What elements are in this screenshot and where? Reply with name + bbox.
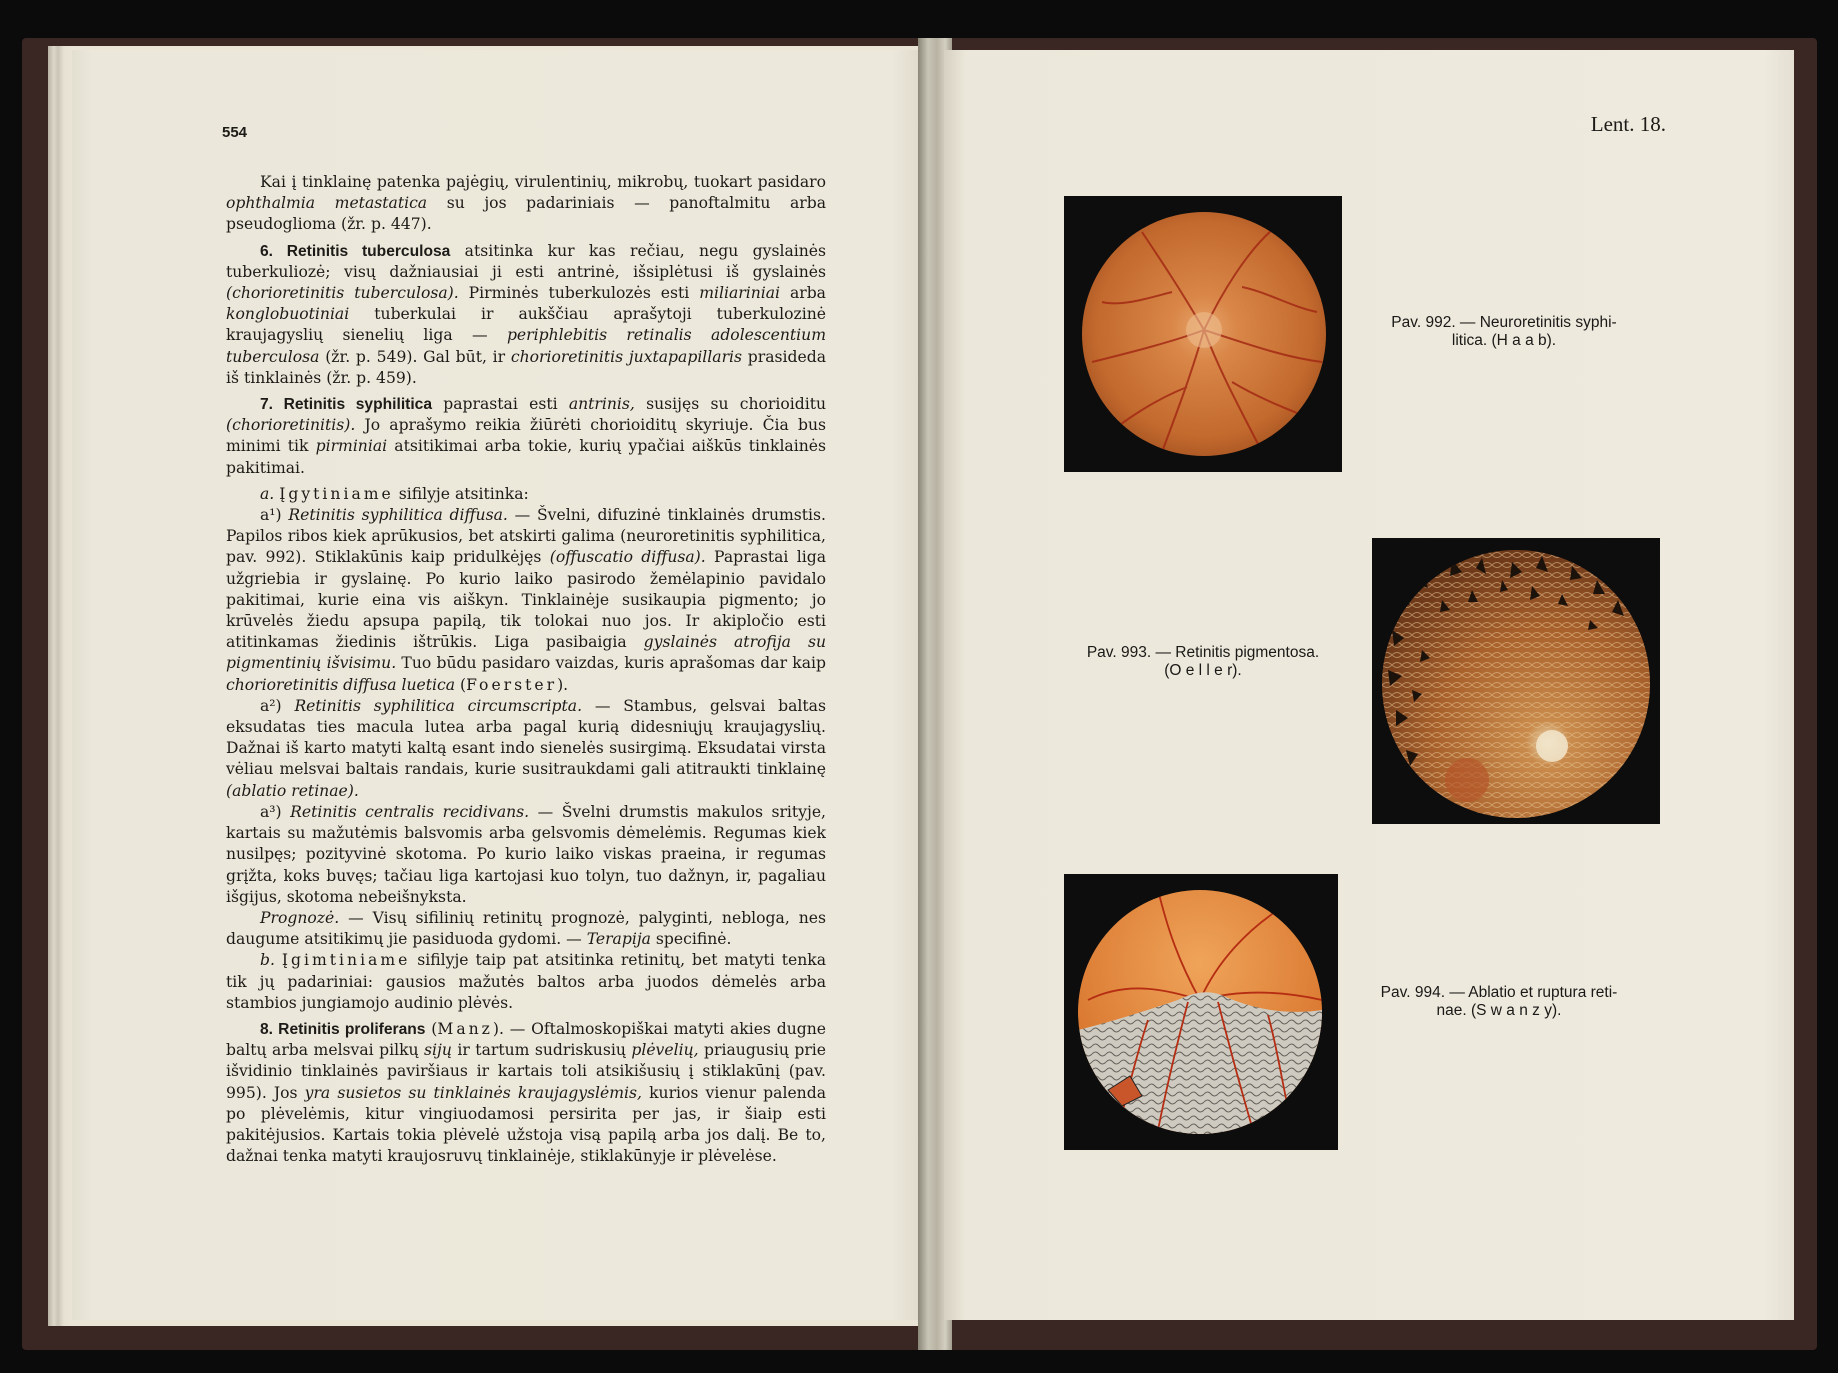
text-segment: sifilyje taip pat atsitinka retinitų, bet matyti tenka tik jų padariniai: gausios mažutės baltos arba juodos dėmelės arba stambios jungiamojo audinio plėvės. (226, 951, 826, 1012)
text-segment: gyslainės atrofija su pigmentinių išvisimu. (226, 633, 826, 673)
text-segment: chorioretinitis diffusa luetica (226, 675, 456, 694)
text-segment: a³) (260, 802, 291, 821)
text-segment: su jos padariniais — panoftalmitu arba pseudoglioma (žr. p. 447). (226, 194, 826, 234)
figure-992-caption (1349, 314, 1659, 350)
text-segment: susijęs su chorioiditu (634, 395, 827, 414)
text-segment: tuberkulai ir aukščiau aprašytoji tuberkulozinė kraujagyslių sienelių liga — (226, 305, 826, 345)
text-segment: b. (260, 951, 282, 970)
text-segment: — Švelni drumstis makulos srityje, kartais su mažutėmis balsvomis arba gelsvomis dėmelėmis. Regumas kiek nusilpęs; pozityvinė skotoma. Po kurio laiko viskas praeina, ir regumas grįžta, koks buvęs; tačiau liga kartojasi kuo tolyn, tuo dažnyn, ir, pagaliau išgijus, skotoma nebeišnyksta. (226, 802, 826, 906)
text-segment: Jo aprašymo reikia žiūrėti chorioiditų skyriuje. Čia bus minimi tik (226, 416, 826, 456)
paragraph (226, 172, 826, 236)
paragraph (226, 484, 826, 505)
text-segment: prasideda iš tinklainės (žr. p. 459). (226, 347, 826, 387)
text-segment: a²) (260, 696, 295, 715)
caption-line: Pav. 992. — Neuroretinitis syphi- (1391, 314, 1617, 331)
text-segment: specifinė. (650, 930, 732, 949)
text-segment: ( (425, 1019, 438, 1038)
right-page (944, 50, 1794, 1320)
fundus-image-992 (1082, 212, 1326, 456)
text-segment: (ablatio retinae). (226, 781, 359, 800)
text-segment: Įgimtiniame (281, 951, 411, 970)
paragraph (226, 950, 826, 1014)
paragraph (226, 241, 826, 389)
text-segment: (chorioretinitis tuberculosa). (226, 284, 459, 303)
caption-line: Pav. 994. — Ablatio et ruptura reti- (1380, 984, 1618, 1001)
fundus-image-993 (1382, 550, 1650, 818)
text-segment: periphlebitis retinalis adolescentium tuberculosa (226, 326, 826, 366)
plate-label: Lent. 18. (1590, 112, 1666, 136)
text-segment: chorioretinitis juxtapapillaris (510, 347, 743, 366)
paragraph (226, 908, 826, 950)
text-segment: Retinitis syphilitica diffusa. (288, 506, 508, 525)
paragraph (226, 802, 826, 908)
text-segment: (chorioretinitis). (226, 416, 356, 435)
body-text (226, 172, 826, 1172)
text-segment: priaugusių prie išvidinio tinklainės paviršiaus ir kartais toli atsikišusių į stiklakūnį (pav. 995). Jos (226, 1041, 826, 1102)
text-segment: Terapija (586, 930, 651, 949)
text-segment: 6. Retinitis tuberculosa (260, 242, 451, 260)
figure-993-plate (1372, 538, 1660, 824)
text-segment: Prognozė. (260, 908, 340, 927)
text-segment: kurios vienur palenda po plėvelėmis, kitur vingiuodamosi persirita per jas, ir šiaip esti pakitėjusios. Kartais tokia plėvelė užstoja visą papilą arba jos dalį. Be to, dažnai tenka matyti kraujosruvų tinklainėje, stiklakūnyje ir plėvelėse. (226, 1083, 827, 1166)
text-segment: miliariniai (699, 284, 781, 303)
text-segment: ). — Oftalmoskopiškai matyti akies dugne baltų arba melsvai pilkų (226, 1019, 826, 1060)
caption-line: (O e l l e r). (1164, 662, 1242, 679)
text-segment: Paprastai liga užgriebia ir gyslainę. Po kurio laiko pasirodo žemėlapinio pavidalo pakitimai, kurie eina vis aiškyn. Tinklainėje susikaupia pigmento; jo krūvelės žiedu apsupa papilą, tik tolokai nuo jos. Ir akipločio esti atitinkamas žiedinis ištrūkis. Liga pasibaigia (226, 548, 826, 652)
text-segment: ( (455, 675, 467, 694)
text-segment: a. (260, 484, 280, 503)
caption-line: Pav. 993. — Retinitis pigmentosa. (1086, 644, 1320, 661)
text-segment: konglobuotiniai (226, 305, 350, 324)
caption-line: litica. (H a a b). (1451, 332, 1557, 349)
text-segment: — Švelni, difuzinė tinklainės drumstis. Papilos ribos kiek aprūkusios, bet atskirti galima (neuroretinitis syphilitica, pav. 992). Stiklakūnis kaip pridulkėjęs (226, 506, 827, 567)
text-segment: Kai į tinklainę patenka pajėgių, virulentinių, mikrobų, tuokart pasidaro (260, 173, 826, 191)
fundus-image-994 (1078, 890, 1322, 1134)
text-segment: paprastai esti (432, 395, 569, 414)
text-segment: (žr. p. 549). Gal būt, ir (319, 347, 511, 366)
text-segment: Foerster (466, 675, 558, 694)
text-segment: Pirminės tuberkulozės esti (458, 284, 700, 303)
page-number: 554 (222, 124, 248, 141)
text-segment: arba (780, 284, 826, 303)
text-segment: sifilyje atsitinka: (393, 484, 529, 503)
paragraph (226, 505, 826, 696)
text-segment: sijų (424, 1041, 452, 1060)
text-segment: atsitikimai arba tokie, kurių ypačiai aiškūs tinklainės pakitimai. (226, 437, 826, 477)
text-segment: — Visų sifilinių retinitų prognozė, palyginti, nebloga, nes daugume atsitikimų jie pasiduoda gydomi. — (226, 908, 826, 949)
text-segment: a¹) (260, 506, 289, 525)
paragraph (226, 1019, 826, 1167)
text-segment: 7. Retinitis syphilitica (260, 396, 433, 414)
text-segment: Retinitis syphilitica circumscripta. (294, 696, 583, 715)
figure-992-plate (1064, 196, 1342, 472)
text-segment: Tuo būdu pasidaro vaizdas, kuris aprašomas dar kaip (396, 654, 826, 673)
text-segment: yra susietos su tinklainės kraujagyslėmis, (304, 1083, 642, 1102)
text-segment: ir tartum sudriskusių (451, 1041, 632, 1060)
text-segment: 8. Retinitis proliferans (260, 1020, 426, 1038)
figure-994-caption (1349, 984, 1649, 1020)
text-segment: Manz (437, 1019, 493, 1038)
paragraph (226, 394, 826, 479)
text-segment: pirminiai (315, 437, 388, 456)
text-segment: atsitinka kur kas rečiau, negu gyslainės tuberkuliozė; visų dažniausiai ji esti antrinė, išsiplėtusi iš gyslainės (226, 241, 826, 281)
text-segment: antrinis, (568, 395, 635, 414)
figure-993-caption (1064, 644, 1342, 680)
text-segment: — Stambus, gelsvai baltas eksudatas ties macula lutea arba pagal kurią didesniųjų kraujagyslių. Dažnai iš karto matyti kaltą esant indo sienelės susirgimą. Eksudatai virsta vėliau melsvai baltais randais, kurie susitraukdami gali atitraukti tinklainę (226, 696, 826, 779)
text-segment: plėvelių, (631, 1041, 699, 1060)
text-segment: ophthalmia metastatica (226, 194, 428, 213)
caption-line: nae. (S w a n z y). (1436, 1002, 1562, 1019)
text-segment: ). (557, 675, 569, 694)
figure-994-plate (1064, 874, 1338, 1150)
text-segment: (offuscatio diffusa). (549, 548, 706, 567)
text-segment: Įgytiniame (279, 484, 394, 503)
text-segment: Retinitis centralis recidivans. (290, 802, 530, 821)
left-page (72, 50, 932, 1320)
paragraph (226, 696, 826, 802)
